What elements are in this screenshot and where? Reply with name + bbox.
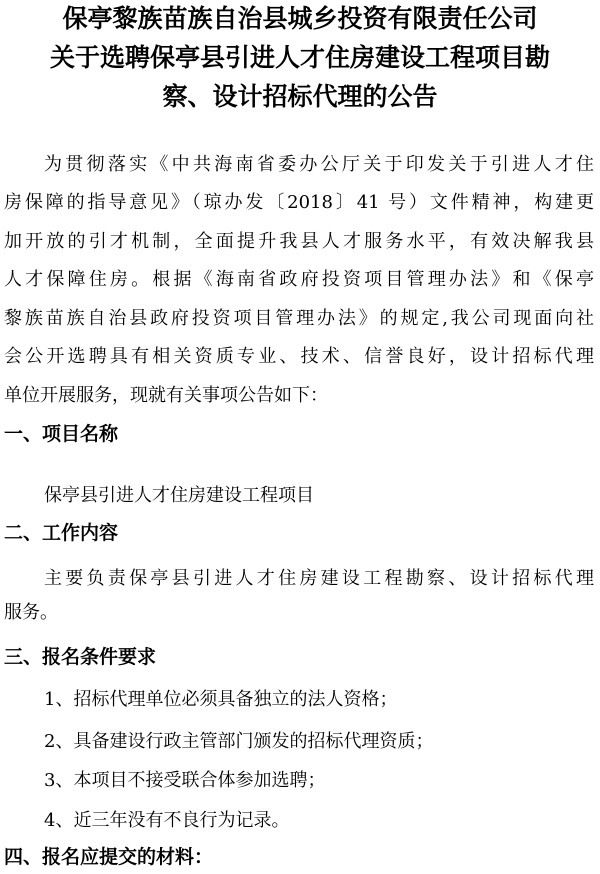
intro-line: 会公开选聘具有相关资质专业、技术、信誉良好，设计招标代理 (4, 346, 594, 367)
document-title-line-1: 保亭黎族苗族自治县城乡投资有限责任公司 (62, 4, 538, 33)
section-heading-requirements: 三、报名条件要求 (4, 646, 157, 668)
document-title-line-3: 察、设计招标代理的公告 (162, 82, 438, 111)
requirement-item: 1、招标代理单位必须具备独立的法人资格； (44, 689, 398, 710)
intro-line: 人才保障住房。根据《海南省政府投资项目管理办法》和《保亭 (4, 269, 594, 290)
section-heading-work-content: 二、工作内容 (4, 522, 119, 544)
section-heading-project-name: 一、项目名称 (4, 423, 119, 445)
project-name-text: 保亭县引进人才住房建设工程项目 (44, 485, 314, 506)
work-content-line: 主要负责保亭县引进人才住房建设工程勘察、设计招标代理 (44, 568, 594, 589)
intro-line: 黎族苗族自治县政府投资项目管理办法》的规定,我公司现面向社 (4, 308, 594, 329)
work-content-line: 服务。 (4, 602, 58, 623)
document-title-line-2: 关于选聘保亭县引进人才住房建设工程项目勘 (49, 43, 550, 72)
intro-line: 加开放的引才机制，全面提升我县人才服务水平，有效决解我县 (4, 231, 594, 252)
requirement-item: 2、具备建设行政主管部门颁发的招标代理资质； (44, 731, 434, 752)
requirement-item: 4、近三年没有不良行为记录。 (44, 810, 290, 831)
section-heading-materials: 四、报名应提交的材料： (4, 846, 214, 868)
intro-line: 为贯彻落实《中共海南省委办公厅关于印发关于引进人才住 (44, 154, 594, 175)
requirement-item: 3、本项目不接受联合体参加选聘； (44, 770, 326, 791)
intro-line: 房保障的指导意见》（琼办发〔2018〕41 号）文件精神，构建更 (4, 192, 594, 213)
intro-line: 单位开展服务，现就有关事项公告如下： (4, 385, 328, 406)
